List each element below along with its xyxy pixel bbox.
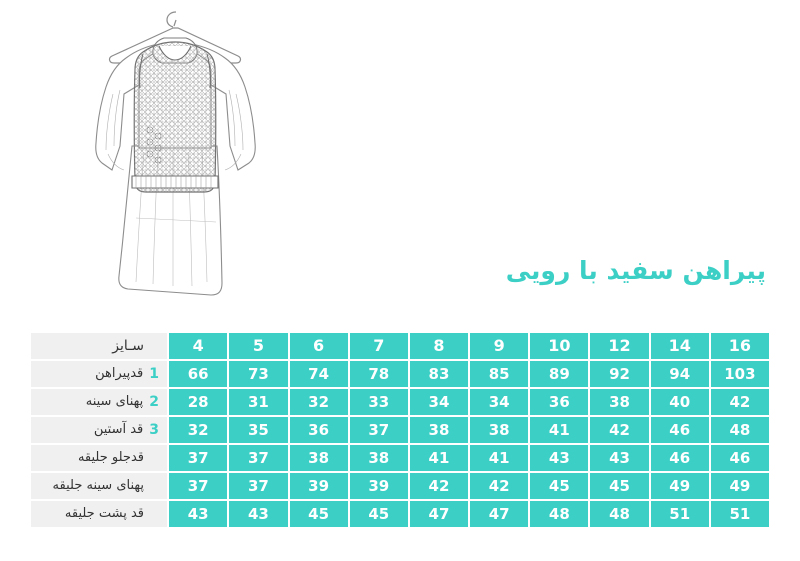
cell-dress-length-7: 78 — [350, 361, 408, 387]
row-label-text-dress-length: قدپیراهن — [95, 366, 144, 381]
row-label-text-vest-chest-width: پهنای سینه جلیقه — [52, 478, 144, 493]
cell-sleeve-length-9: 38 — [470, 417, 528, 443]
cell-vest-front-length-7: 38 — [350, 445, 408, 471]
cell-vest-chest-width-7: 39 — [350, 473, 408, 499]
row-label-vest-back-length — [31, 501, 167, 527]
table-row — [31, 361, 769, 387]
cell-vest-back-length-5: 43 — [229, 501, 287, 527]
size-header-6: 6 — [290, 333, 348, 359]
cell-chest-width-5: 31 — [229, 389, 287, 415]
cell-vest-back-length-16: 51 — [711, 501, 769, 527]
row-label-sleeve-length — [31, 417, 167, 443]
size-header-8: 8 — [410, 333, 468, 359]
cell-vest-chest-width-5: 37 — [229, 473, 287, 499]
row-label-text-chest-width: پهنای سینه — [85, 394, 144, 409]
cell-chest-width-6: 32 — [290, 389, 348, 415]
cell-dress-length-4: 66 — [169, 361, 227, 387]
cell-vest-front-length-12: 43 — [590, 445, 648, 471]
cell-chest-width-10: 36 — [530, 389, 588, 415]
cell-chest-width-12: 38 — [590, 389, 648, 415]
cell-dress-length-16: 103 — [711, 361, 769, 387]
cell-chest-width-8: 34 — [410, 389, 468, 415]
product-illustration — [40, 4, 310, 314]
cell-sleeve-length-8: 38 — [410, 417, 468, 443]
cell-vest-chest-width-4: 37 — [169, 473, 227, 499]
size-header-12: 12 — [590, 333, 648, 359]
cell-sleeve-length-5: 35 — [229, 417, 287, 443]
table-row — [31, 473, 769, 499]
row-label-text-sleeve-length: قد آستین — [93, 422, 144, 437]
cell-dress-length-5: 73 — [229, 361, 287, 387]
cell-vest-chest-width-10: 45 — [530, 473, 588, 499]
cell-vest-front-length-4: 37 — [169, 445, 227, 471]
cell-sleeve-length-12: 42 — [590, 417, 648, 443]
cell-vest-back-length-6: 45 — [290, 501, 348, 527]
knit-vest — [132, 42, 218, 192]
size-header-label-text: سـایز — [112, 338, 144, 354]
cell-chest-width-9: 34 — [470, 389, 528, 415]
cell-vest-back-length-8: 47 — [410, 501, 468, 527]
cell-vest-front-length-9: 41 — [470, 445, 528, 471]
cell-vest-back-length-14: 51 — [651, 501, 709, 527]
table-row — [31, 417, 769, 443]
row-label-chest-width — [31, 389, 167, 415]
cell-chest-width-4: 28 — [169, 389, 227, 415]
cell-sleeve-length-10: 41 — [530, 417, 588, 443]
cell-vest-chest-width-8: 42 — [410, 473, 468, 499]
table-row — [31, 445, 769, 471]
cell-sleeve-length-6: 36 — [290, 417, 348, 443]
size-header-16: 16 — [711, 333, 769, 359]
table-row — [31, 389, 769, 415]
cell-dress-length-10: 89 — [530, 361, 588, 387]
cell-vest-chest-width-12: 45 — [590, 473, 648, 499]
table-row — [31, 501, 769, 527]
cell-vest-back-length-7: 45 — [350, 501, 408, 527]
cell-vest-front-length-16: 46 — [711, 445, 769, 471]
size-table — [29, 331, 771, 529]
cell-vest-chest-width-14: 49 — [651, 473, 709, 499]
cell-dress-length-8: 83 — [410, 361, 468, 387]
cell-sleeve-length-4: 32 — [169, 417, 227, 443]
cell-dress-length-6: 74 — [290, 361, 348, 387]
dress-line-drawing-svg — [40, 4, 310, 314]
size-header-label — [31, 333, 167, 359]
cell-vest-back-length-9: 47 — [470, 501, 528, 527]
cell-vest-back-length-10: 48 — [530, 501, 588, 527]
cell-vest-front-length-14: 46 — [651, 445, 709, 471]
cell-vest-front-length-5: 37 — [229, 445, 287, 471]
size-header-14: 14 — [651, 333, 709, 359]
size-header-9: 9 — [470, 333, 528, 359]
cell-vest-front-length-6: 38 — [290, 445, 348, 471]
row-index-2: 2 — [149, 394, 159, 410]
table-header-row — [31, 333, 769, 359]
cell-dress-length-9: 85 — [470, 361, 528, 387]
cell-vest-back-length-4: 43 — [169, 501, 227, 527]
cell-vest-chest-width-6: 39 — [290, 473, 348, 499]
cell-vest-chest-width-16: 49 — [711, 473, 769, 499]
size-header-4: 4 — [169, 333, 227, 359]
cell-vest-back-length-12: 48 — [590, 501, 648, 527]
cell-chest-width-14: 40 — [651, 389, 709, 415]
cell-sleeve-length-7: 37 — [350, 417, 408, 443]
cell-vest-front-length-8: 41 — [410, 445, 468, 471]
size-header-7: 7 — [350, 333, 408, 359]
cell-vest-chest-width-9: 42 — [470, 473, 528, 499]
cell-chest-width-16: 42 — [711, 389, 769, 415]
size-header-5: 5 — [229, 333, 287, 359]
row-label-text-vest-front-length: قدجلو جلیقه — [77, 450, 144, 465]
size-header-10: 10 — [530, 333, 588, 359]
page-title: پیراهن سفید با رویی — [505, 256, 766, 285]
cell-vest-front-length-10: 43 — [530, 445, 588, 471]
row-label-vest-chest-width — [31, 473, 167, 499]
cell-dress-length-14: 94 — [651, 361, 709, 387]
cell-chest-width-7: 33 — [350, 389, 408, 415]
row-index-1: 1 — [149, 366, 159, 382]
row-index-3: 3 — [149, 422, 159, 438]
cell-sleeve-length-16: 48 — [711, 417, 769, 443]
row-label-vest-front-length — [31, 445, 167, 471]
row-label-text-vest-back-length: قد پشت جلیقه — [64, 506, 144, 521]
row-label-dress-length — [31, 361, 167, 387]
size-chart — [29, 331, 771, 529]
cell-dress-length-12: 92 — [590, 361, 648, 387]
cell-sleeve-length-14: 46 — [651, 417, 709, 443]
